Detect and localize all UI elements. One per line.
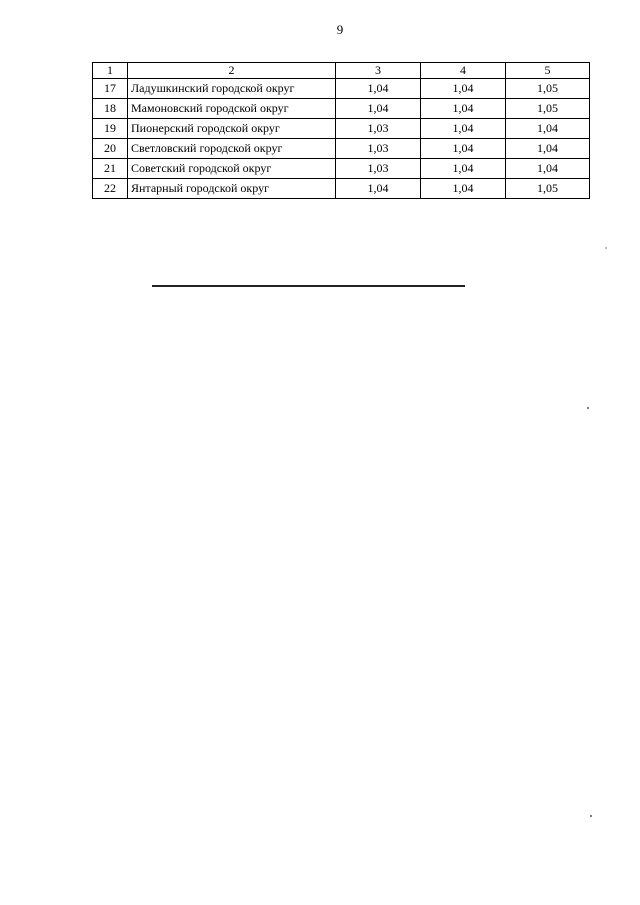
value-col-5: 1,05 bbox=[506, 179, 590, 199]
row-number: 19 bbox=[93, 119, 128, 139]
table-row bbox=[93, 79, 590, 99]
value-col-5: 1,04 bbox=[506, 139, 590, 159]
table-header-row bbox=[93, 63, 590, 79]
table-row bbox=[93, 119, 590, 139]
value-col-4: 1,04 bbox=[421, 99, 506, 119]
value-col-3: 1,03 bbox=[336, 139, 421, 159]
row-number: 20 bbox=[93, 139, 128, 159]
district-name: Ладушкинский городской округ bbox=[128, 79, 336, 99]
district-name: Мамоновский городской округ bbox=[128, 99, 336, 119]
table-row bbox=[93, 99, 590, 119]
table-row bbox=[93, 179, 590, 199]
value-col-3: 1,03 bbox=[336, 159, 421, 179]
district-name: Янтарный городской округ bbox=[128, 179, 336, 199]
value-col-5: 1,05 bbox=[506, 79, 590, 99]
column-header-3: 3 bbox=[336, 63, 421, 79]
row-number: 18 bbox=[93, 99, 128, 119]
row-number: 17 bbox=[93, 79, 128, 99]
row-number: 21 bbox=[93, 159, 128, 179]
value-col-4: 1,04 bbox=[421, 139, 506, 159]
value-col-4: 1,04 bbox=[421, 79, 506, 99]
coefficients-table bbox=[92, 62, 590, 199]
table-row bbox=[93, 159, 590, 179]
value-col-4: 1,04 bbox=[421, 119, 506, 139]
value-col-3: 1,04 bbox=[336, 79, 421, 99]
district-name: Светловский городской округ bbox=[128, 139, 336, 159]
column-header-4: 4 bbox=[421, 63, 506, 79]
page-number: 9 bbox=[336, 22, 344, 37]
table-row bbox=[93, 139, 590, 159]
value-col-5: 1,04 bbox=[506, 119, 590, 139]
column-header-5: 5 bbox=[506, 63, 590, 79]
document-end-rule bbox=[152, 285, 465, 287]
column-header-2: 2 bbox=[128, 63, 336, 79]
scan-speck bbox=[587, 407, 589, 409]
value-col-4: 1,04 bbox=[421, 159, 506, 179]
value-col-5: 1,05 bbox=[506, 99, 590, 119]
district-name: Советский городской округ bbox=[128, 159, 336, 179]
value-col-4: 1,04 bbox=[421, 179, 506, 199]
value-col-3: 1,04 bbox=[336, 99, 421, 119]
scan-speck bbox=[605, 247, 607, 249]
value-col-5: 1,04 bbox=[506, 159, 590, 179]
column-header-1: 1 bbox=[93, 63, 128, 79]
scan-speck bbox=[590, 815, 592, 817]
row-number: 22 bbox=[93, 179, 128, 199]
value-col-3: 1,03 bbox=[336, 119, 421, 139]
district-name: Пионерский городской округ bbox=[128, 119, 336, 139]
value-col-3: 1,04 bbox=[336, 179, 421, 199]
